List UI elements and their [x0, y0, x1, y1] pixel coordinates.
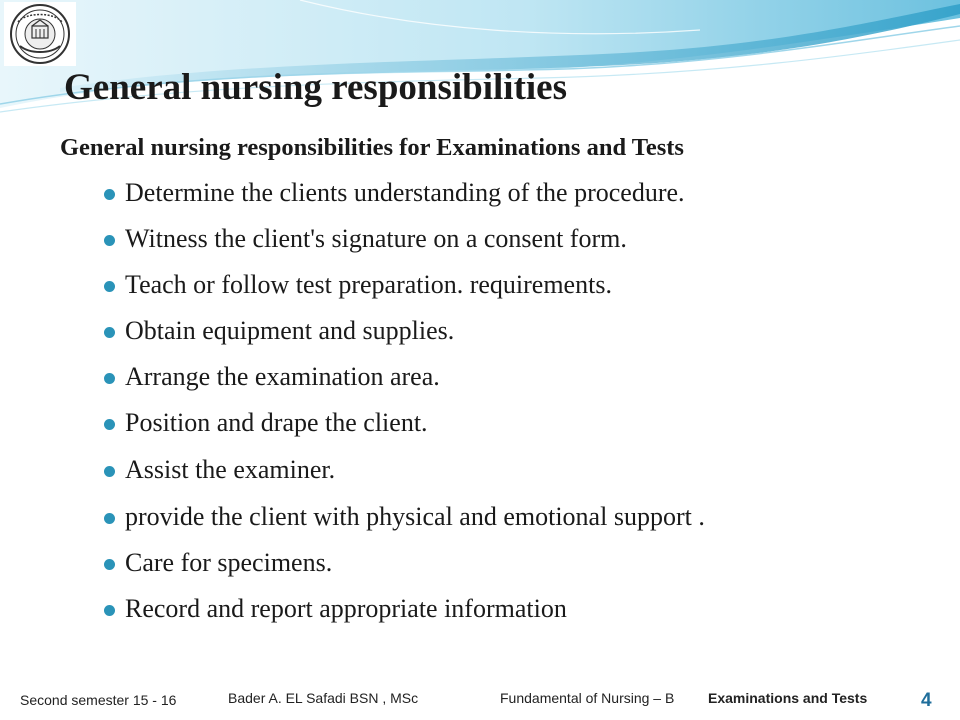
- bullet-icon: [104, 559, 115, 570]
- footer-semester: Second semester 15 - 16: [20, 692, 177, 708]
- bullet-text: Position and drape the client.: [125, 408, 428, 437]
- bullet-text: Obtain equipment and supplies.: [125, 316, 455, 345]
- bullet-text: Record and report appropriate information: [125, 594, 567, 623]
- slide-subtitle: General nursing responsibilities for Examinations and Tests: [60, 134, 684, 161]
- footer-author: Bader A. EL Safadi BSN , MSc: [228, 690, 419, 706]
- bullet-text: provide the client with physical and emotional support .: [125, 502, 705, 531]
- bullet-text: Arrange the examination area.: [125, 362, 440, 391]
- header-wave-decoration: [0, 0, 960, 130]
- bullet-text: Care for specimens.: [125, 548, 333, 577]
- university-seal-icon: [4, 2, 76, 66]
- bullet-icon: [104, 605, 115, 616]
- slide-title: General nursing responsibilities: [64, 67, 567, 108]
- bullet-icon: [104, 189, 115, 200]
- bullet-icon: [104, 373, 115, 384]
- bullet-icon: [104, 513, 115, 524]
- bullet-icon: [104, 281, 115, 292]
- page-number: 4: [921, 690, 932, 711]
- footer-course: Fundamental of Nursing – B: [500, 690, 675, 706]
- bullet-text: Teach or follow test preparation. requirements.: [125, 270, 612, 299]
- footer-topic: Examinations and Tests: [708, 690, 868, 706]
- bullet-icon: [104, 327, 115, 338]
- bullet-icon: [104, 466, 115, 477]
- bullet-icon: [104, 235, 115, 246]
- bullet-text: Assist the examiner.: [125, 455, 336, 484]
- bullet-icon: [104, 419, 115, 430]
- bullet-text: Witness the client's signature on a consent form.: [125, 224, 627, 253]
- bullet-text: Determine the clients understanding of the procedure.: [125, 178, 685, 207]
